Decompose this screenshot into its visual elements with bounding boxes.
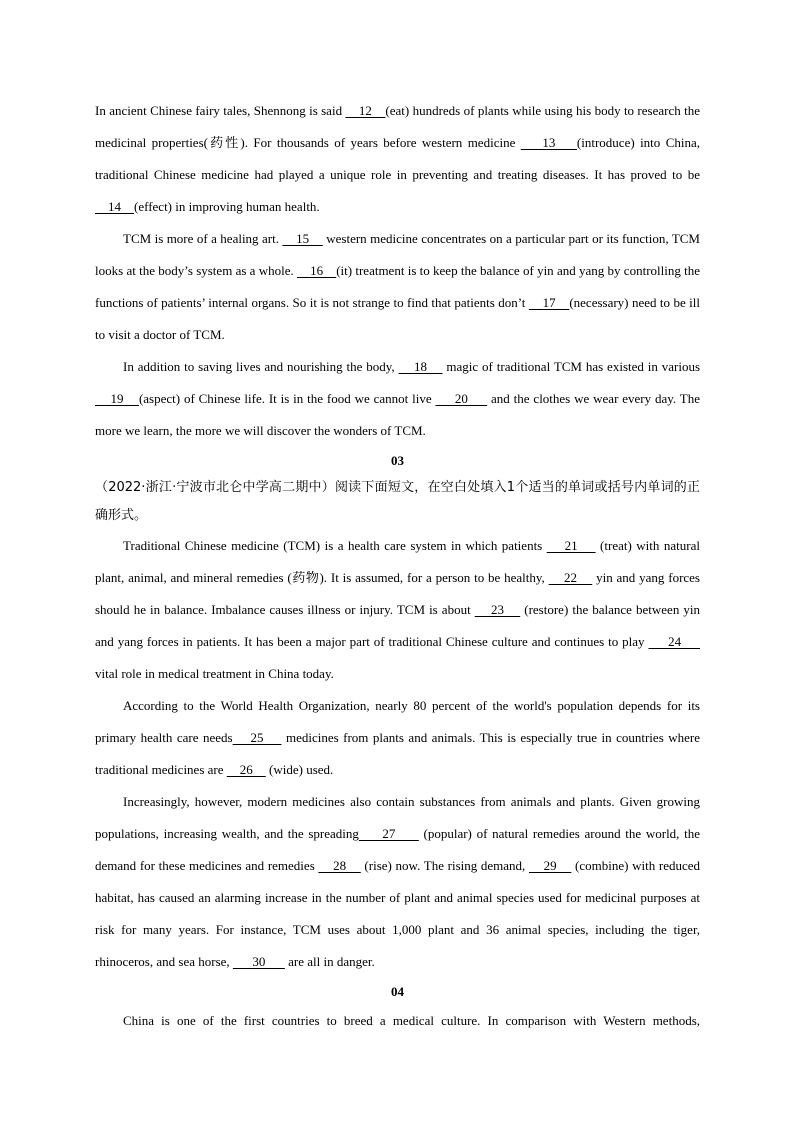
answer-blank: 30 [232, 954, 285, 969]
document-page [95, 95, 700, 1037]
paragraph [95, 351, 700, 447]
answer-blank: 25 [232, 730, 282, 745]
answer-blank: 27 [358, 826, 419, 841]
answer-blank: 20 [435, 391, 488, 406]
paragraph-text: (aspect) of Chinese life. It is in the food we cannot live [138, 391, 436, 406]
paragraph-text: TCM is more of a healing art. [123, 231, 283, 246]
paragraph-text: (effect) in improving human health. [134, 199, 320, 214]
answer-blank: 18 [398, 359, 443, 374]
passage-2 [95, 95, 700, 447]
section-instructions: （2022·浙江·宁波市北仑中学高二期中）阅读下面短文，在空白处填入1个适当的单词或括号内单词的正确形式。 [95, 480, 700, 523]
answer-blank: 12 [345, 103, 386, 118]
paragraph [95, 690, 700, 786]
answer-blank: 22 [548, 570, 593, 585]
paragraph-text: (introduce) into China, traditional Chinese medicine had played a unique role in preventing and treating diseases. It has proved to be [95, 135, 700, 182]
paragraph [95, 786, 700, 978]
paragraph [95, 95, 700, 223]
paragraph-first-line: China is one of the first countries to breed a medical culture. In comparison with Western methods, [123, 1013, 700, 1028]
answer-blank: 17 [528, 295, 570, 310]
paragraph-text: magic of traditional TCM has existed in various [442, 359, 701, 374]
answer-blank: 19 [95, 391, 139, 406]
answer-blank: 21 [546, 538, 596, 553]
paragraph-text: (restore) the balance between yin and yang forces in patients. It has been a major part of traditional Chinese culture and continues to play [95, 602, 700, 649]
paragraph-text: Traditional Chinese medicine (TCM) is a health care system in which patients [123, 538, 547, 553]
paragraph-text: (popular) of natural remedies around the world, the demand for these medicines and remedies [95, 826, 700, 873]
paragraph [95, 530, 700, 690]
paragraph-text: (eat) hundreds of plants while using his body to research the medicinal properties(药性). For thousands of years before western medicine [95, 103, 700, 150]
section-number: 04 [391, 984, 404, 999]
answer-blank: 29 [528, 858, 572, 873]
paragraph-text: medicines from plants and animals. This is especially true in countries where traditional medicines are [95, 730, 700, 777]
paragraph-text: (necessary) need to be ill to visit a doctor of TCM. [95, 295, 701, 342]
paragraph-text: (rise) now. The rising demand, [360, 858, 529, 873]
paragraph-text: In addition to saving lives and nourishing the body, [123, 359, 399, 374]
section-number: 03 [391, 453, 404, 468]
paragraph-text: (wide) used. [265, 762, 334, 777]
paragraph-text: (it) treatment is to keep the balance of yin and yang by controlling the functions of patients’ internal organs. So it is not strange to find that patients don’t [95, 263, 701, 310]
answer-blank: 15 [282, 231, 323, 246]
paragraph-text: and the clothes we wear every day. The more we learn, the more we will discover the wonders of TCM. [95, 391, 701, 438]
paragraph-text: (combine) with reduced habitat, has caused an alarming increase in the number of plant and animal species used for medicinal purposes at risk for many years. For instance, TCM uses about 1,000 plant and 36 animal species, including the tiger, rhinoceros, and sea horse, [95, 858, 701, 969]
paragraph-text: western medicine concentrates on a particular part or its function, TCM looks at the body’s system as a whole. [95, 231, 700, 278]
answer-blank: 13 [520, 135, 577, 150]
passage-3 [95, 530, 700, 978]
answer-blank: 14 [95, 199, 134, 214]
answer-blank: 16 [297, 263, 337, 278]
paragraph [95, 223, 700, 351]
paragraph-text: (treat) with natural plant, animal, and mineral remedies (药物). It is assumed, for a person to be healthy, [95, 538, 700, 585]
answer-blank: 28 [318, 858, 361, 873]
paragraph-text: are all in danger. [284, 954, 375, 969]
answer-blank: 24 [648, 634, 701, 649]
paragraph-text: According to the World Health Organization, nearly 80 percent of the world's population depends for its primary health care needs [95, 698, 700, 745]
answer-blank: 23 [474, 602, 521, 617]
paragraph-text: yin and yang forces should he in balance. Imbalance causes illness or injury. TCM is about [95, 570, 700, 617]
paragraph-text: vital role in medical treatment in China today. [95, 666, 334, 681]
paragraph-text: In ancient Chinese fairy tales, Shennong is said [95, 103, 346, 118]
answer-blank: 26 [226, 762, 266, 777]
paragraph-text: Increasingly, however, modern medicines also contain substances from animals and plants. Given growing populations, increasing wealth, and the spreading [95, 794, 700, 841]
